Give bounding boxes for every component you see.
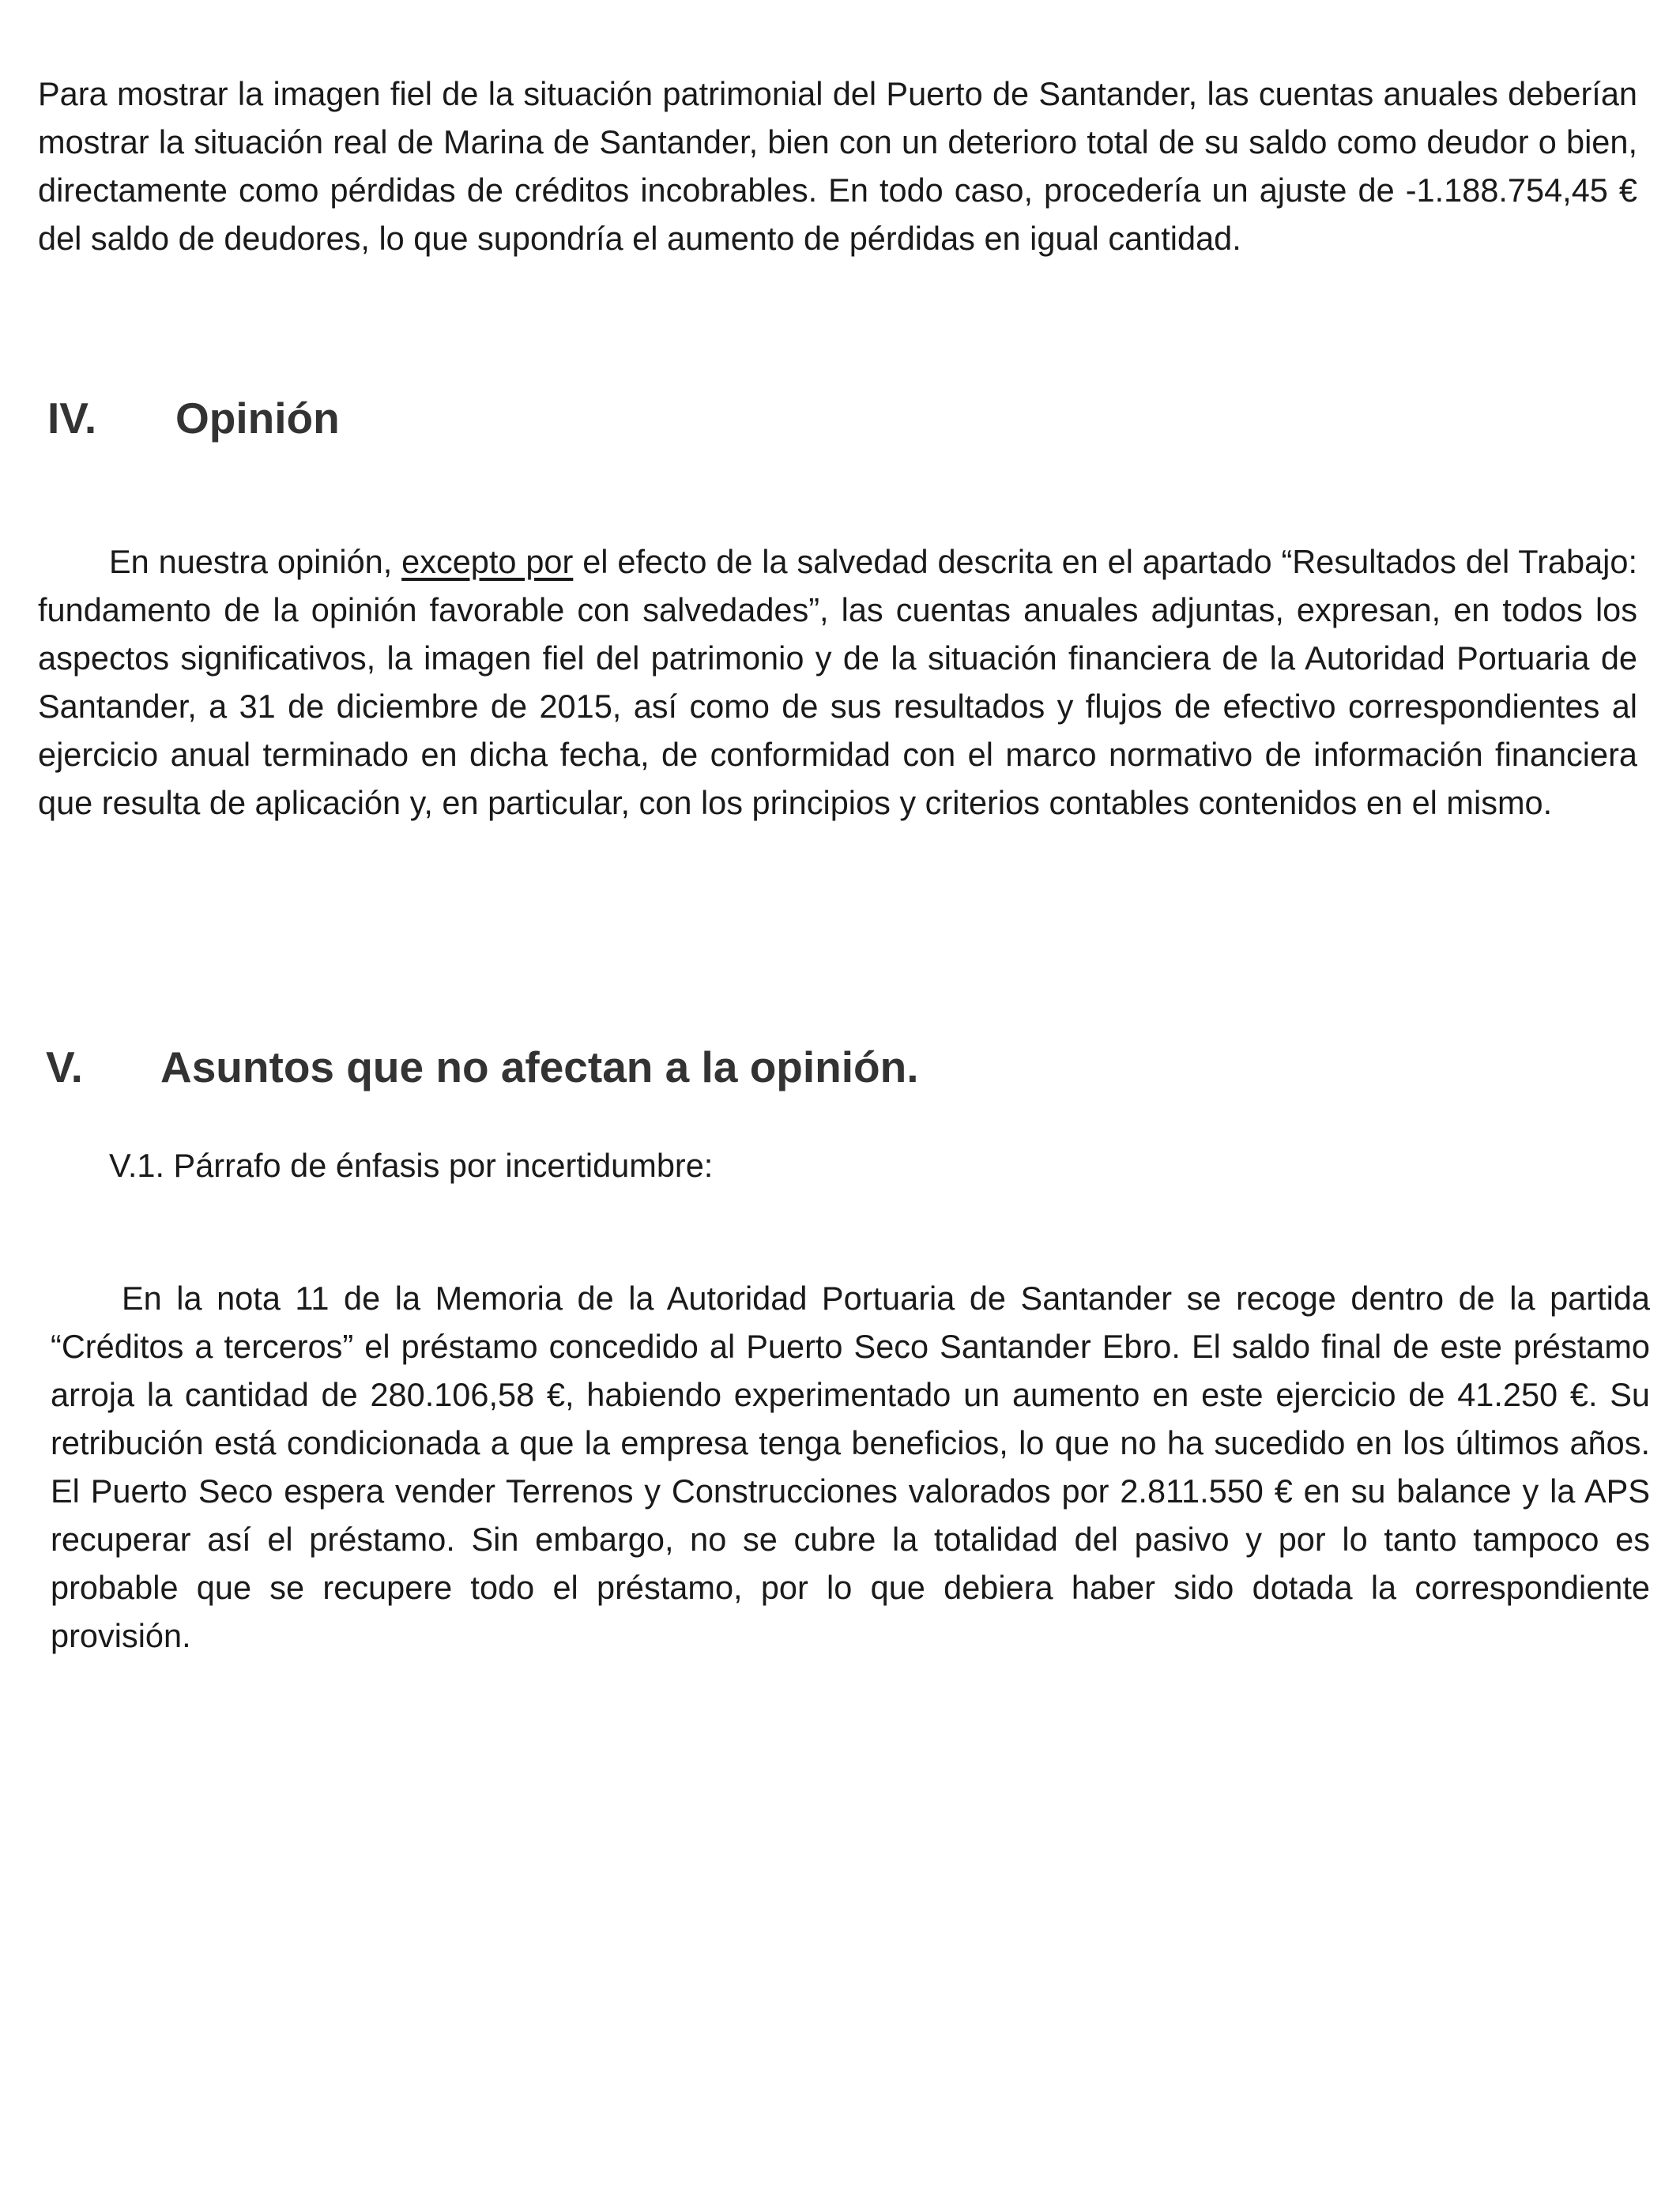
opinion-text-start: En nuestra opinión, (109, 543, 402, 580)
section-title: Asuntos que no afectan a la opinión. (160, 1042, 919, 1091)
subsection-title-enfasis: V.1. Párrafo de énfasis por incertidumbre: (109, 1147, 714, 1184)
section-number: V. (46, 1042, 83, 1091)
paragraph-opinion (38, 537, 1637, 827)
section-title: Opinión (175, 394, 340, 443)
opinion-underlined-phrase: excepto por (401, 543, 574, 580)
section-number: IV. (47, 394, 97, 443)
paragraph-enfasis (51, 1274, 1650, 1660)
section-heading-asuntos (46, 1041, 919, 1093)
section-heading-opinion (47, 392, 340, 444)
paragraph-imagen-fiel: Para mostrar la imagen fiel de la situación patrimonial del Puerto de Santander, las cuentas anuales deberían mostrar la situación real de Marina de Santander, bien con un deterioro total de su saldo como deudor o bien, directamente como pérdidas de créditos incobrables. En todo caso, procedería un ajuste de -1.188.754,45 € del saldo de deudores, lo que supondría el aumento de pérdidas en igual cantidad. (38, 75, 1637, 257)
enfasis-text: En la nota 11 de la Memoria de la Autoridad Portuaria de Santander se recoge dentro de la partida “Créditos a terceros” el préstamo concedido al Puerto Seco Santander Ebro. El saldo final de este préstamo arroja la cantidad de 280.106,58 €, habiendo experimentado un aumento en este ejercicio de 41.250 €. Su retribución está condicionada a que la empresa tenga beneficios, lo que no ha sucedido en los últimos años. El Puerto Seco espera vender Terrenos y Construcciones valorados por 2.811.550 € en su balance y la APS recuperar así el préstamo. Sin embargo, no se cubre la totalidad del pasivo y por lo tanto tampoco es probable que se recupere todo el préstamo, por lo que debiera haber sido dotada la correspondiente provisión. (51, 1280, 1650, 1654)
opinion-text-rest: el efecto de la salvedad descrita en el apartado “Resultados del Trabajo: fundamento de la opinión favorable con salvedades”, las cuentas anuales adjuntas, expresan, en todos los aspectos significativos, la imagen fiel del patrimonio y de la situación financiera de la Autoridad Portuaria de Santander, a 31 de diciembre de 2015, así como de sus resultados y flujos de efectivo correspondientes al ejercicio anual terminado en dicha fecha, de conformidad con el marco normativo de información financiera que resulta de aplicación y, en particular, con los principios y criterios contables contenidos en el mismo. (38, 543, 1637, 821)
